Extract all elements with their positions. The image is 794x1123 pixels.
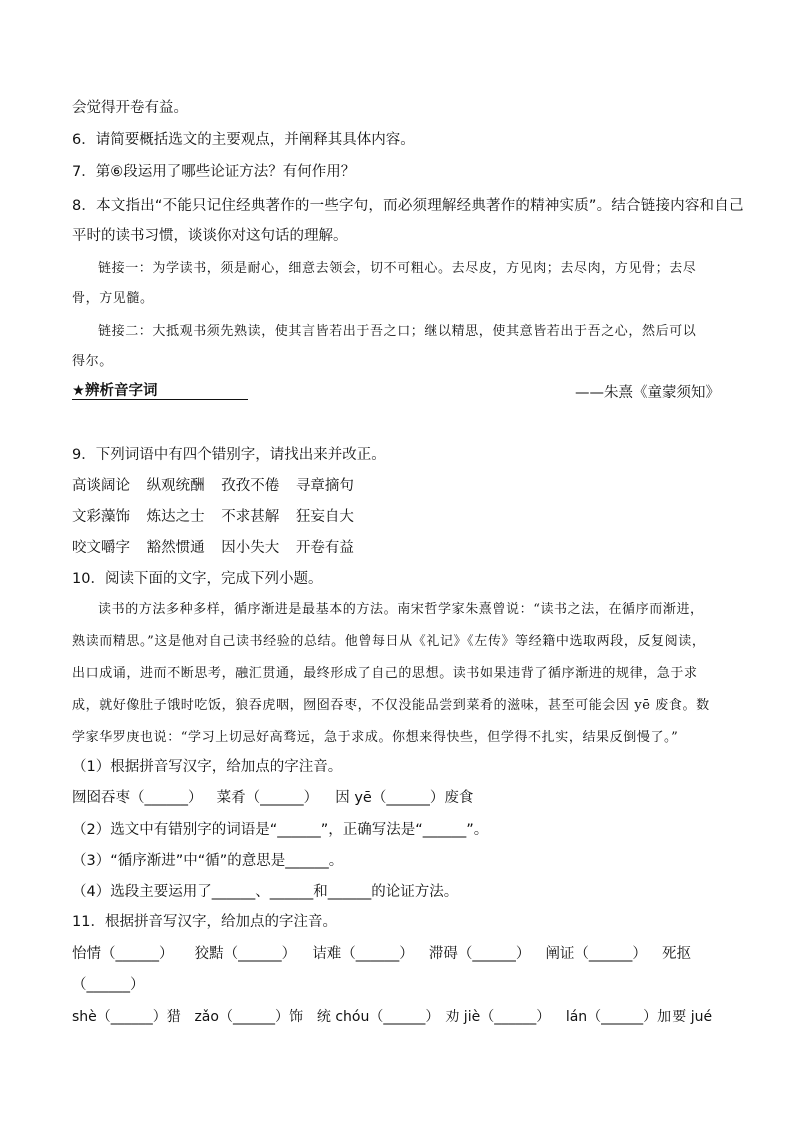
q9-word: 孜孜不倦 [221,478,280,494]
attribution: ——朱熹《童蒙须知》 [575,385,720,401]
q9-word: 文彩藻饰 [72,509,130,525]
q9-word: 纵观统酬 [146,478,205,494]
question-8-line-2: 平时的读书习惯，谈谈你对这句话的理解。 [72,228,348,244]
link-1-line-1: 链接一：为学读书，须是耐心，细意去领会，切不可粗心。去尽皮，方见肉；去尽肉，方见骨；去尽 [98,261,697,276]
q9-row-1 [72,476,354,496]
sub-question-3: （3）“循序渐进”中“循”的意思是______。 [72,853,344,869]
blank-item: 诘难（______） [312,946,414,962]
sub-question-1: （1）根据拼音写汉字，给加点的字注音。 [72,759,343,775]
question-6: 6．请简要概括选文的主要观点，并阐释其具体内容。 [72,132,415,148]
q9-word: 炼达之士 [146,509,205,525]
blank-item: 囫囵吞枣（______） [72,790,203,806]
blank-item: 死抠 [662,946,692,962]
blank-item: zǎo（______）饰 [194,1009,303,1025]
passage-line-4: 成，就好像肚子饿时吃饭，狼吞虎咽，囫囵吞枣，不仅没能品尝到菜肴的滋味，甚至可能会因 yē 废食。数 [72,698,710,713]
passage-line-3: 出口成诵，进而不断思考，融汇贯通，最终形成了自己的思想。读书如果违背了循序渐进的规律，急于求 [72,666,698,681]
blank-item: 统 chóu（______） [316,1009,440,1025]
continuation-text: 会觉得开卷有益。 [72,100,188,116]
q9-word: 狂妄自大 [295,509,354,525]
blank-item: lán（______）加 [565,1009,672,1025]
q9-row-3 [72,538,354,558]
passage-line-1: 读书的方法多种多样，循序渐进是最基本的方法。南宋哲学家朱熹曾说：“读书之法，在循序而渐进， [98,602,704,617]
section-title-underline [72,399,248,400]
link-1-line-2: 骨，方见髓。 [72,291,154,306]
blank-item: 因 yē（______）废食 [335,790,474,806]
passage-line-2: 熟读而精思。”这是他对自己读书经验的总结。他曾每日从《礼记》《左传》等经籍中选取两段，反复阅读， [72,634,706,649]
question-11: 11．根据拼音写汉字，给加点的字注音。 [72,914,337,930]
blank-item: 滞碍（______） [428,946,531,962]
link-2-line-2: 得尔。 [72,354,113,369]
q11-row-2: （______） [72,977,145,993]
q9-word: 寻章摘句 [295,478,354,494]
blank-item: 阐证（______） [545,946,647,962]
q9-word: 不求甚解 [221,509,280,525]
sub-question-2: （2）选文中有错别字的词语是“______”，正确写法是“______”。 [72,822,489,838]
q9-word: 高谈阔论 [72,478,130,494]
blank-item: 怡情（______） [72,946,174,962]
question-8-line-1: 8．本文指出“不能只记住经典著作的一些字句，而必须理解经典著作的精神实质”。结合链接内容和自己 [72,198,744,214]
q9-row-2 [72,507,354,527]
q9-word: 开卷有益 [295,540,354,556]
sub-question-4: （4）选段主要运用了______、______和______的论证方法。 [72,884,459,900]
link-2-line-1: 链接二：大抵观书须先熟读，使其言皆若出于吾之口；继以精思，使其意皆若出于吾之心，然后可以 [98,324,697,339]
blank-item: 要 jué [672,1009,713,1025]
q11-row-1 [72,944,691,964]
sub-question-1-items [72,788,473,808]
q9-word: 因小失大 [221,540,280,556]
section-title: ★辨析音字词 [72,383,158,399]
question-7: 7．第⑥段运用了哪些论证方法？有何作用？ [72,164,356,180]
q11-row-3 [72,1007,712,1027]
question-10: 10．阅读下面的文字，完成下列小题。 [72,571,323,587]
blank-item: 狡黠（______） [194,946,297,962]
blank-item: shè（______）猎 [72,1009,181,1025]
blank-item: 劝 jiè（______） [445,1009,551,1025]
question-9: 9．下列词语中有四个错别字，请找出来并改正。 [72,447,386,463]
passage-line-5: 学家华罗庚也说：“学习上切忌好高骛远，急于求成。你想来得快些，但学得不扎实，结果反倒慢了。” [72,730,679,745]
blank-item: 菜肴（______） [216,790,319,806]
q9-word: 咬文嚼字 [72,540,130,556]
q9-word: 豁然惯通 [146,540,205,556]
